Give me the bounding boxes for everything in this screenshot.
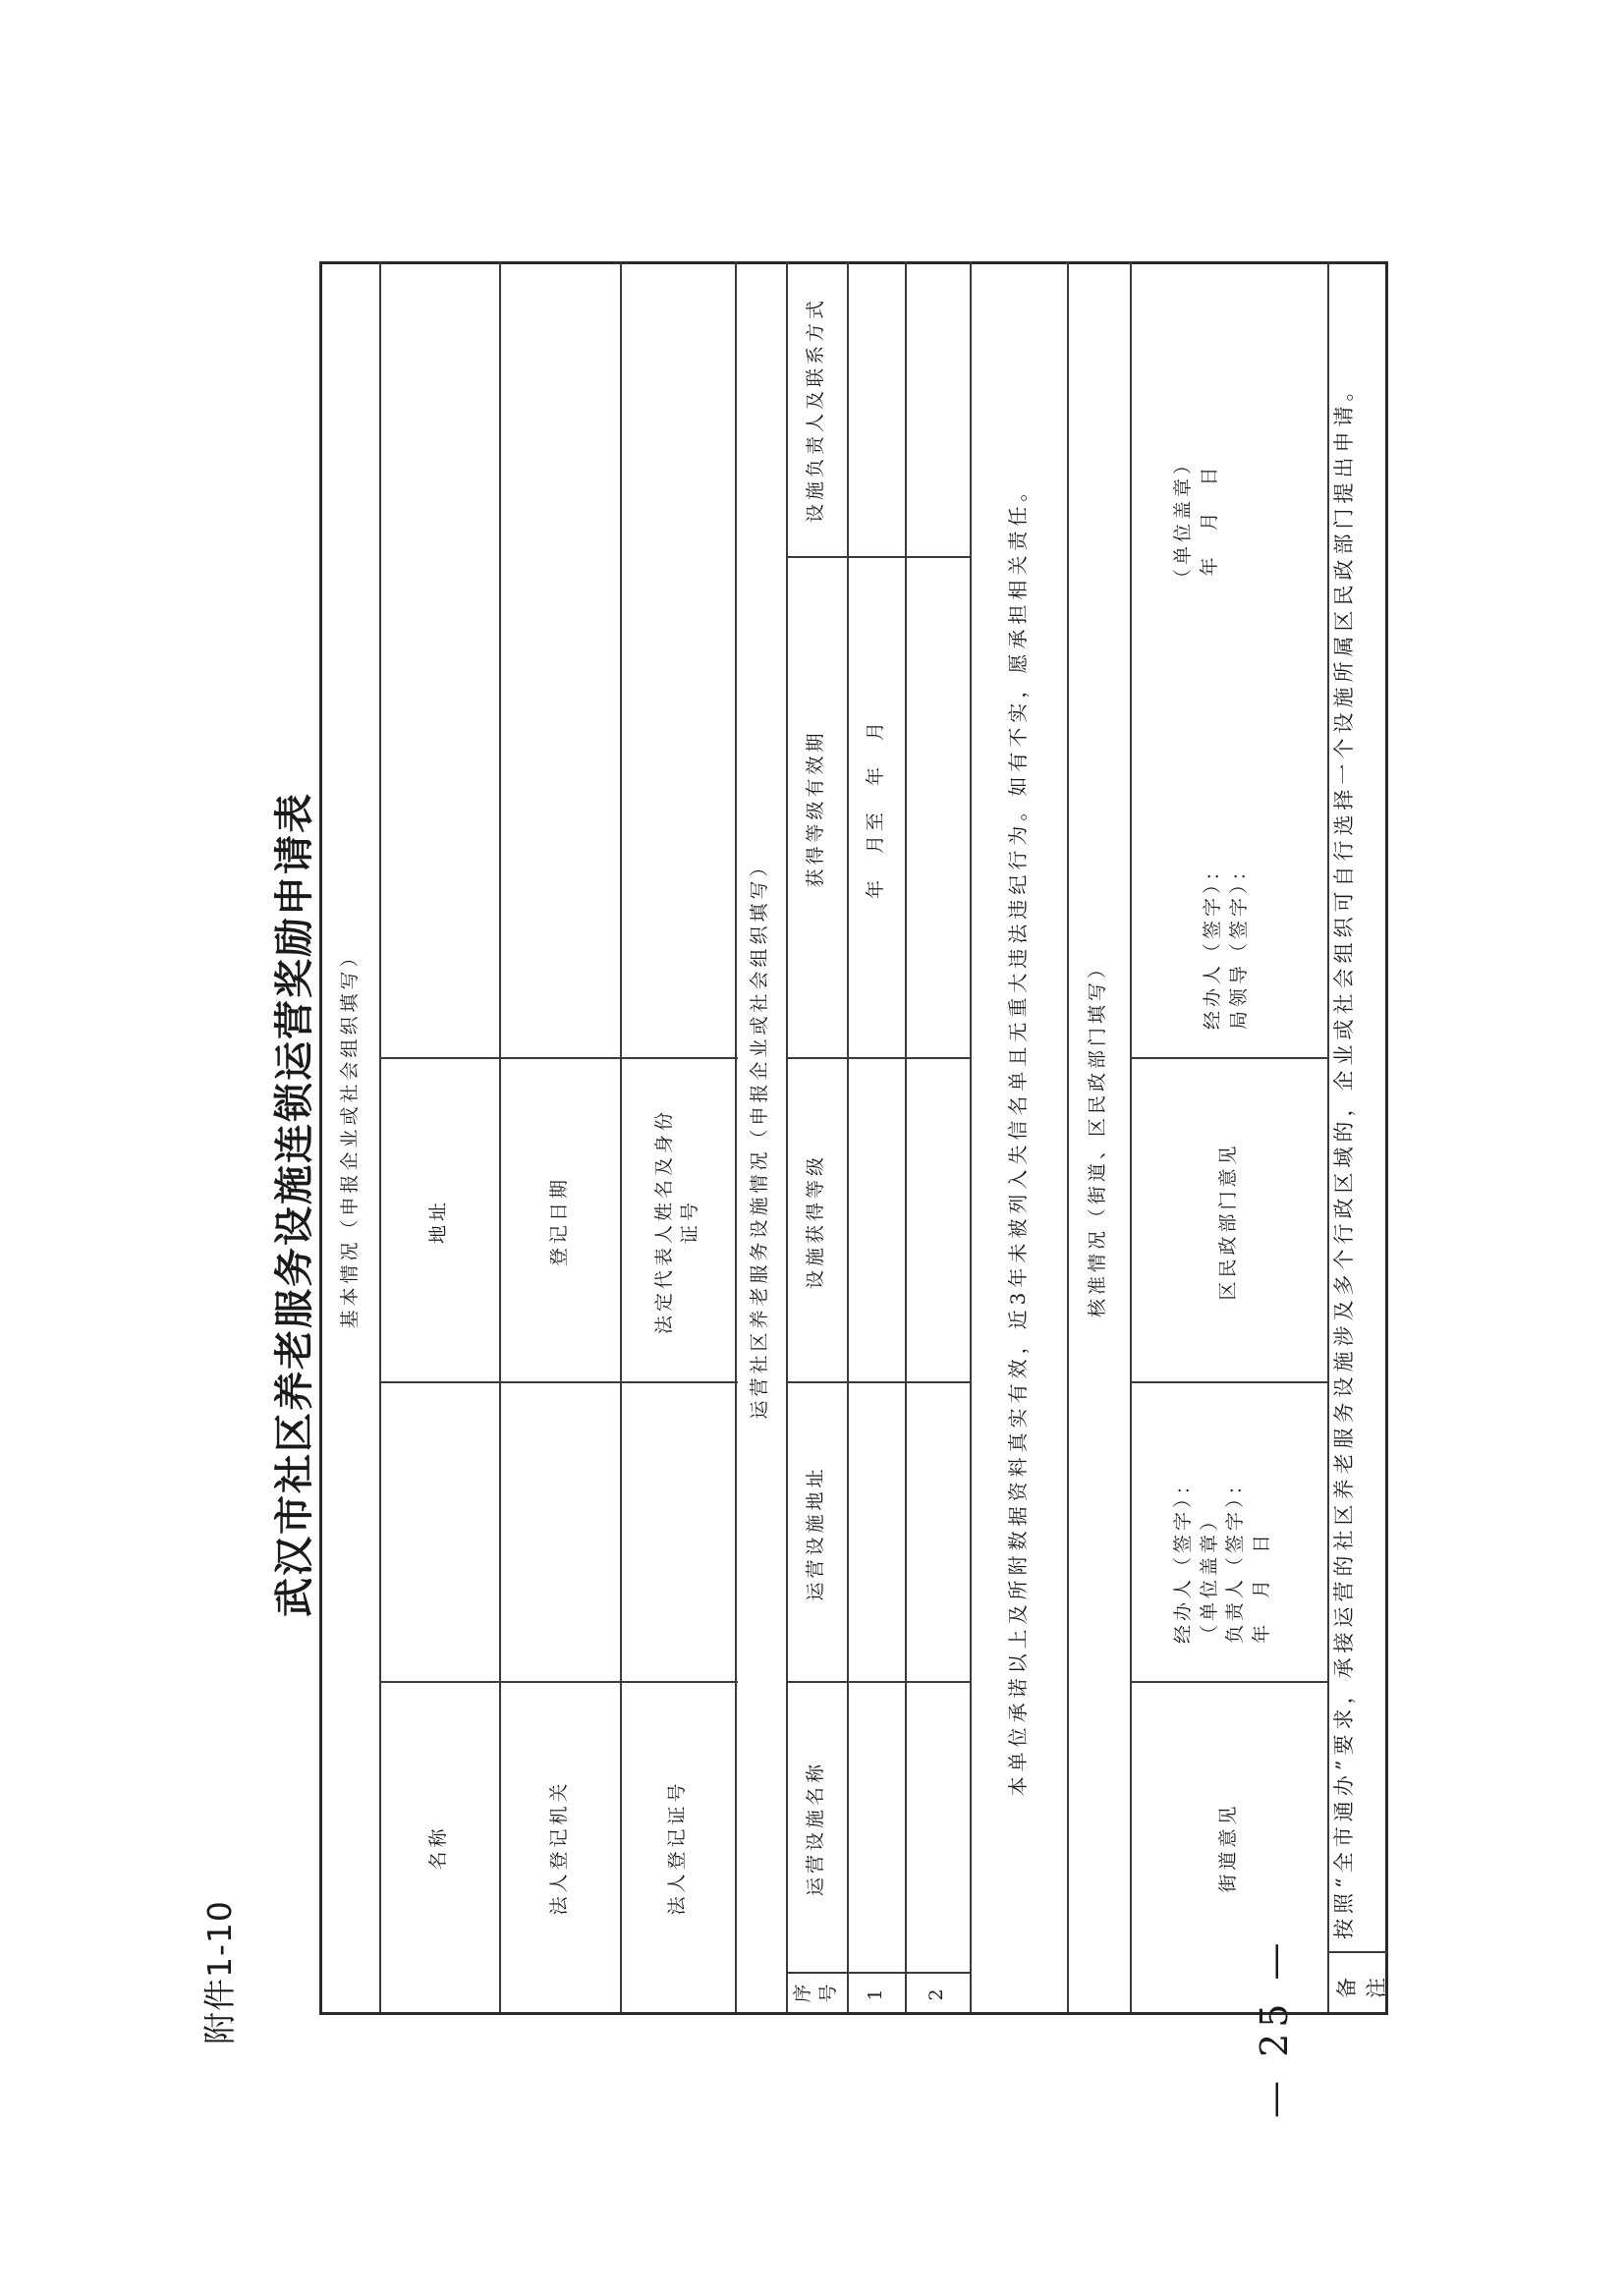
reg-cert-label: 法人登记证号 [665,1779,688,1916]
col-header-facility-name: 运营设施名称 [805,1761,827,1897]
legal-rep-field[interactable] [620,261,735,1059]
application-form-table [319,261,1388,2015]
remarks-text: 按照“全市通办”要求，承接运营的社区养老服务设施涉及多个行政区域的，企业或社会组织可自行选择一个设施所属区民政部门提出申请。 [1332,375,1356,1939]
name-field[interactable] [379,1383,499,1683]
district-stamp-block [1170,452,1222,588]
col-header-no: 序号 [792,1983,839,2003]
col-header-validity: 获得等级有效期 [805,729,827,888]
row-2-no: 2 [925,1985,948,2001]
street-unit-seal: （单位盖章） [1198,1507,1220,1644]
street-signature-block[interactable] [1170,1472,1274,1644]
row-1-address-field[interactable] [847,1383,905,1683]
row-2-contact-field[interactable] [905,261,970,558]
reg-date-label: 登记日期 [547,1176,570,1267]
col-header-grade: 设施获得等级 [805,1153,827,1290]
row-2-validity-field[interactable] [905,558,970,1059]
reg-cert-field[interactable] [620,1383,735,1683]
name-label: 名称 [427,1824,450,1871]
district-date: 年 月 日 [1198,463,1220,577]
row-1-no: 1 [864,1985,886,2001]
reg-authority-field[interactable] [499,1383,620,1683]
basic-section-header: 基本情况（申报企业或社会组织填写） [339,944,362,1329]
col-header-contact: 设施负责人及联系方式 [805,297,827,524]
row-1-grade-field[interactable] [847,1059,905,1383]
col-header-facility-address: 运营设施地址 [805,1465,827,1601]
reg-authority-label: 法人登记机关 [547,1779,570,1916]
review-section-header: 核准情况（街道、区民政部门填写） [1087,956,1109,1318]
address-label: 地址 [427,1199,450,1245]
row-2-address-field[interactable] [905,1383,970,1683]
legal-rep-label: 法定代表人姓名及身份证号 [652,1108,700,1335]
attachment-label: 附件1-10 [200,1900,239,2044]
row-1-validity[interactable]: 年 月至 年 月 [864,718,886,900]
row-2-name-field[interactable] [905,1683,970,1974]
district-signature-block[interactable] [1200,858,1252,1030]
district-handler-sign: 经办人（签字）： [1202,858,1223,1030]
row-1-name-field[interactable] [847,1683,905,1974]
district-opinion-label: 区民政部门意见 [1216,1142,1239,1301]
document-title: 武汉市社区养老服务设施连锁运营奖励申请表 [272,792,317,1617]
street-opinion-label: 街道意见 [1216,1802,1239,1893]
facilities-section-header: 运营社区养老服务设施情况（申报企业或社会组织填写） [749,854,771,1420]
pledge-statement: 本单位承诺以上及所附数据资料真实有效，近3年未被列入失信名单且无重大违法违纪行为。如有不实，愿承担相关责任。 [1006,476,1030,1797]
street-chief-sign: 负责人（签字）： [1224,1472,1247,1644]
reg-date-field[interactable] [499,261,620,1059]
remarks-label: 备注 [1335,1974,1389,1998]
row-1-contact-field[interactable] [847,261,905,558]
row-2-grade-field[interactable] [905,1059,970,1383]
street-handler-sign: 经办人（签字）： [1172,1472,1194,1644]
district-unit-seal: （单位盖章） [1172,451,1194,588]
address-field[interactable] [379,261,499,1059]
page-number: — 25 — [1253,1936,1296,2118]
street-date: 年 月 日 [1250,1530,1272,1644]
district-leader-sign: 局领导（签字）： [1227,858,1250,1030]
